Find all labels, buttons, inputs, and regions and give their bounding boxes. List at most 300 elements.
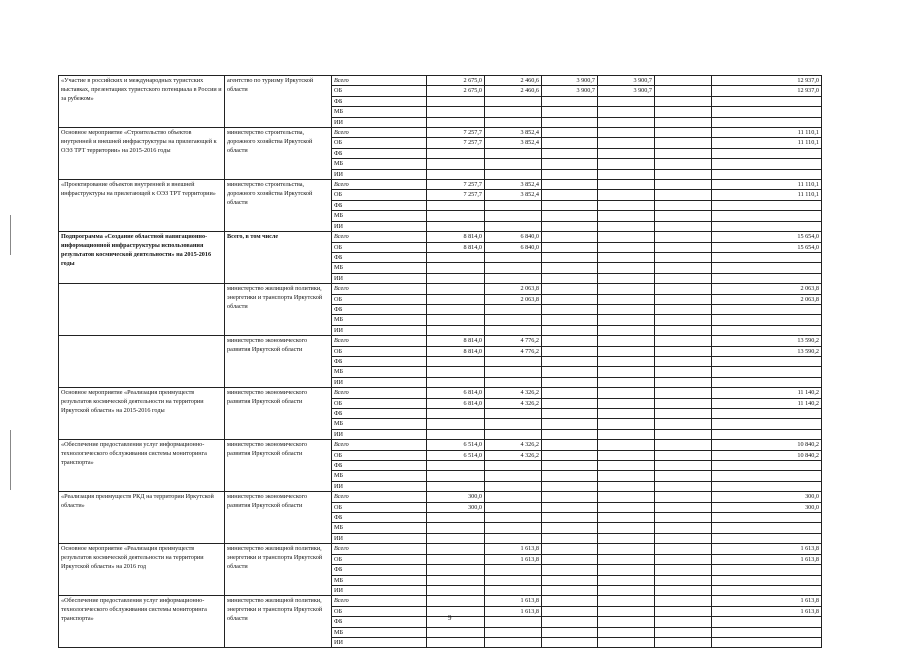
- year-value-cell: [598, 138, 655, 148]
- year-value-cell: [427, 377, 485, 387]
- activity-name-cell: [59, 284, 225, 336]
- year-value-cell: [655, 419, 712, 429]
- total-value-cell: 300,0: [712, 492, 822, 502]
- total-value-cell: 12 937,0: [712, 76, 822, 86]
- year-value-cell: [485, 221, 542, 231]
- year-value-cell: [598, 346, 655, 356]
- year-value-cell: [655, 200, 712, 210]
- year-value-cell: [655, 76, 712, 86]
- year-value-cell: [485, 315, 542, 325]
- year-value-cell: [485, 107, 542, 117]
- year-value-cell: [542, 461, 598, 471]
- executor-cell: министерство экономического развития Иркутской области: [225, 336, 332, 388]
- year-value-cell: [655, 86, 712, 96]
- funding-source-cell: ФБ: [332, 252, 427, 262]
- funding-source-cell: ИИ: [332, 637, 427, 647]
- funding-source-cell: МБ: [332, 575, 427, 585]
- year-value-cell: [598, 96, 655, 106]
- year-value-cell: 2 675,0: [427, 76, 485, 86]
- year-value-cell: [427, 429, 485, 439]
- year-value-cell: [485, 637, 542, 647]
- funding-source-cell: ОБ: [332, 450, 427, 460]
- year-value-cell: [598, 585, 655, 595]
- year-value-cell: [598, 513, 655, 523]
- year-value-cell: [598, 284, 655, 294]
- total-value-cell: [712, 159, 822, 169]
- year-value-cell: [598, 429, 655, 439]
- year-value-cell: [485, 169, 542, 179]
- year-value-cell: [655, 315, 712, 325]
- year-value-cell: [655, 367, 712, 377]
- year-value-cell: [598, 461, 655, 471]
- year-value-cell: [655, 388, 712, 398]
- year-value-cell: [598, 169, 655, 179]
- year-value-cell: [655, 263, 712, 273]
- year-value-cell: [655, 523, 712, 533]
- activity-name-cell: Основное мероприятие «Строительство объектов внутренней и внешней инфраструктуры на прилегающей к ОЭЗ ТРТ территории» на 2015-2016 годы: [59, 128, 225, 180]
- year-value-cell: [427, 596, 485, 606]
- year-value-cell: [427, 294, 485, 304]
- year-value-cell: 4 776,2: [485, 336, 542, 346]
- funding-source-cell: ФБ: [332, 356, 427, 366]
- year-value-cell: [542, 356, 598, 366]
- year-value-cell: [598, 565, 655, 575]
- year-value-cell: [655, 336, 712, 346]
- year-value-cell: [542, 533, 598, 543]
- year-value-cell: 1 613,8: [485, 596, 542, 606]
- year-value-cell: [485, 575, 542, 585]
- year-value-cell: [655, 96, 712, 106]
- year-value-cell: [598, 128, 655, 138]
- year-value-cell: [427, 606, 485, 616]
- year-value-cell: [598, 180, 655, 190]
- year-value-cell: [598, 502, 655, 512]
- total-value-cell: 2 063,8: [712, 294, 822, 304]
- funding-source-cell: ИИ: [332, 325, 427, 335]
- activity-name-cell: «Обеспечение предоставления услуг информационно-технологического обслуживания системы мониторинга транспорта»: [59, 440, 225, 492]
- year-value-cell: [542, 148, 598, 158]
- executor-cell: министерство жилищной политики, энергетики и транспорта Иркутской области: [225, 544, 332, 596]
- year-value-cell: [542, 617, 598, 627]
- year-value-cell: [485, 461, 542, 471]
- year-value-cell: [485, 159, 542, 169]
- year-value-cell: [598, 398, 655, 408]
- year-value-cell: 7 257,7: [427, 190, 485, 200]
- year-value-cell: [427, 544, 485, 554]
- year-value-cell: 1 613,8: [485, 544, 542, 554]
- total-value-cell: [712, 211, 822, 221]
- total-value-cell: [712, 565, 822, 575]
- executor-cell: министерство экономического развития Иркутской области: [225, 440, 332, 492]
- year-value-cell: [427, 263, 485, 273]
- funding-source-cell: Всего: [332, 128, 427, 138]
- table-row: [59, 284, 822, 294]
- funding-source-cell: Всего: [332, 180, 427, 190]
- year-value-cell: [485, 565, 542, 575]
- year-value-cell: [542, 502, 598, 512]
- funding-source-cell: ИИ: [332, 481, 427, 491]
- year-value-cell: 6 840,0: [485, 232, 542, 242]
- year-value-cell: [542, 325, 598, 335]
- year-value-cell: 2 460,6: [485, 76, 542, 86]
- year-value-cell: [598, 107, 655, 117]
- year-value-cell: [655, 554, 712, 564]
- year-value-cell: [542, 523, 598, 533]
- funding-source-cell: Всего: [332, 232, 427, 242]
- funding-source-cell: МБ: [332, 263, 427, 273]
- total-value-cell: 1 613,8: [712, 596, 822, 606]
- year-value-cell: [542, 637, 598, 647]
- year-value-cell: [542, 409, 598, 419]
- year-value-cell: 4 776,2: [485, 346, 542, 356]
- total-value-cell: [712, 471, 822, 481]
- year-value-cell: [427, 273, 485, 283]
- year-value-cell: [485, 429, 542, 439]
- funding-source-cell: ОБ: [332, 86, 427, 96]
- total-value-cell: [712, 117, 822, 127]
- funding-source-cell: ОБ: [332, 606, 427, 616]
- executor-cell: министерство жилищной политики, энергетики и транспорта Иркутской области: [225, 284, 332, 336]
- year-value-cell: [427, 211, 485, 221]
- budget-table: [58, 75, 822, 648]
- year-value-cell: [427, 356, 485, 366]
- year-value-cell: [427, 315, 485, 325]
- funding-source-cell: ИИ: [332, 221, 427, 231]
- year-value-cell: [427, 471, 485, 481]
- year-value-cell: [598, 242, 655, 252]
- year-value-cell: [427, 637, 485, 647]
- year-value-cell: [542, 138, 598, 148]
- year-value-cell: 3 852,4: [485, 190, 542, 200]
- year-value-cell: [542, 107, 598, 117]
- total-value-cell: 10 840,2: [712, 450, 822, 460]
- funding-source-cell: ОБ: [332, 346, 427, 356]
- total-value-cell: [712, 617, 822, 627]
- year-value-cell: [542, 242, 598, 252]
- year-value-cell: [485, 200, 542, 210]
- funding-source-cell: ОБ: [332, 554, 427, 564]
- year-value-cell: [655, 273, 712, 283]
- year-value-cell: [485, 471, 542, 481]
- total-value-cell: 11 110,1: [712, 190, 822, 200]
- executor-cell: Всего, в том числе: [225, 232, 332, 284]
- year-value-cell: [598, 117, 655, 127]
- funding-source-cell: ФБ: [332, 148, 427, 158]
- year-value-cell: [655, 606, 712, 616]
- year-value-cell: [427, 617, 485, 627]
- year-value-cell: [598, 523, 655, 533]
- year-value-cell: 4 326,2: [485, 440, 542, 450]
- year-value-cell: [427, 304, 485, 314]
- total-value-cell: 1 613,8: [712, 554, 822, 564]
- year-value-cell: [485, 513, 542, 523]
- year-value-cell: [598, 336, 655, 346]
- year-value-cell: [427, 107, 485, 117]
- activity-name-cell: «Обеспечение предоставления услуг информационно-технологического обслуживания системы мониторинга транспорта»: [59, 596, 225, 648]
- year-value-cell: [655, 596, 712, 606]
- year-value-cell: [542, 232, 598, 242]
- year-value-cell: [542, 263, 598, 273]
- total-value-cell: [712, 429, 822, 439]
- total-value-cell: [712, 148, 822, 158]
- year-value-cell: [542, 304, 598, 314]
- binding-mark-bottom: [10, 430, 11, 490]
- year-value-cell: [485, 419, 542, 429]
- year-value-cell: [598, 148, 655, 158]
- total-value-cell: [712, 409, 822, 419]
- funding-source-cell: ОБ: [332, 190, 427, 200]
- year-value-cell: [427, 565, 485, 575]
- year-value-cell: [485, 533, 542, 543]
- year-value-cell: [542, 398, 598, 408]
- year-value-cell: 300,0: [427, 492, 485, 502]
- total-value-cell: [712, 461, 822, 471]
- year-value-cell: [542, 211, 598, 221]
- table-row: [59, 492, 822, 502]
- total-value-cell: [712, 637, 822, 647]
- activity-name-cell: «Проектирование объектов внутренней и внешней инфраструктуры на прилегающей к ОЭЗ ТРТ территории»: [59, 180, 225, 232]
- year-value-cell: 2 063,8: [485, 284, 542, 294]
- year-value-cell: 2 460,6: [485, 86, 542, 96]
- year-value-cell: [485, 325, 542, 335]
- year-value-cell: [655, 252, 712, 262]
- year-value-cell: [655, 377, 712, 387]
- year-value-cell: [427, 96, 485, 106]
- year-value-cell: [427, 575, 485, 585]
- year-value-cell: [485, 377, 542, 387]
- funding-source-cell: ФБ: [332, 96, 427, 106]
- year-value-cell: [542, 128, 598, 138]
- year-value-cell: 8 814,0: [427, 242, 485, 252]
- total-value-cell: 10 840,2: [712, 440, 822, 450]
- year-value-cell: [598, 492, 655, 502]
- year-value-cell: [598, 315, 655, 325]
- year-value-cell: [427, 169, 485, 179]
- year-value-cell: [655, 585, 712, 595]
- total-value-cell: 12 937,0: [712, 86, 822, 96]
- year-value-cell: [655, 461, 712, 471]
- year-value-cell: [542, 388, 598, 398]
- funding-source-cell: ИИ: [332, 429, 427, 439]
- year-value-cell: [598, 450, 655, 460]
- activity-name-cell: «Участие в российских и международных туристских выставках, презентациях туристского потенциала в России и за рубежом»: [59, 76, 225, 128]
- year-value-cell: [542, 367, 598, 377]
- year-value-cell: [598, 533, 655, 543]
- year-value-cell: [542, 585, 598, 595]
- year-value-cell: [542, 513, 598, 523]
- year-value-cell: [427, 419, 485, 429]
- year-value-cell: 3 900,7: [598, 76, 655, 86]
- activity-name-cell: «Реализация преимуществ РКД на территории Иркутской области»: [59, 492, 225, 544]
- table-row: [59, 232, 822, 242]
- year-value-cell: [598, 409, 655, 419]
- total-value-cell: [712, 96, 822, 106]
- year-value-cell: 7 257,7: [427, 128, 485, 138]
- year-value-cell: [427, 461, 485, 471]
- total-value-cell: 15 654,0: [712, 242, 822, 252]
- year-value-cell: [655, 138, 712, 148]
- funding-source-cell: МБ: [332, 419, 427, 429]
- year-value-cell: [542, 159, 598, 169]
- funding-source-cell: ФБ: [332, 200, 427, 210]
- year-value-cell: [598, 367, 655, 377]
- year-value-cell: [542, 96, 598, 106]
- year-value-cell: 300,0: [427, 502, 485, 512]
- funding-source-cell: ОБ: [332, 398, 427, 408]
- executor-cell: министерство экономического развития Иркутской области: [225, 388, 332, 440]
- year-value-cell: [427, 148, 485, 158]
- table-row: [59, 388, 822, 398]
- year-value-cell: [542, 544, 598, 554]
- funding-source-cell: МБ: [332, 367, 427, 377]
- year-value-cell: [598, 190, 655, 200]
- year-value-cell: [598, 252, 655, 262]
- table-row: [59, 76, 822, 86]
- year-value-cell: [598, 232, 655, 242]
- executor-cell: министерство строительства, дорожного хозяйства Иркутской области: [225, 128, 332, 180]
- funding-source-cell: ФБ: [332, 461, 427, 471]
- year-value-cell: [485, 263, 542, 273]
- year-value-cell: [655, 492, 712, 502]
- year-value-cell: [427, 367, 485, 377]
- year-value-cell: [598, 325, 655, 335]
- total-value-cell: [712, 169, 822, 179]
- total-value-cell: [712, 252, 822, 262]
- year-value-cell: [542, 315, 598, 325]
- year-value-cell: [598, 637, 655, 647]
- year-value-cell: [542, 627, 598, 637]
- year-value-cell: [542, 471, 598, 481]
- year-value-cell: [598, 471, 655, 481]
- year-value-cell: [598, 440, 655, 450]
- year-value-cell: 6 814,0: [427, 388, 485, 398]
- year-value-cell: [542, 169, 598, 179]
- table-row: [59, 596, 822, 606]
- year-value-cell: [542, 117, 598, 127]
- year-value-cell: [542, 481, 598, 491]
- year-value-cell: [655, 284, 712, 294]
- total-value-cell: [712, 481, 822, 491]
- activity-name-cell: [59, 336, 225, 388]
- year-value-cell: 6 514,0: [427, 440, 485, 450]
- year-value-cell: 2 675,0: [427, 86, 485, 96]
- year-value-cell: [542, 200, 598, 210]
- table-row: [59, 128, 822, 138]
- funding-source-cell: ФБ: [332, 513, 427, 523]
- year-value-cell: [598, 200, 655, 210]
- total-value-cell: 11 110,1: [712, 128, 822, 138]
- year-value-cell: [598, 481, 655, 491]
- table-row: [59, 336, 822, 346]
- year-value-cell: [598, 356, 655, 366]
- year-value-cell: [598, 606, 655, 616]
- year-value-cell: 4 326,2: [485, 450, 542, 460]
- funding-source-cell: МБ: [332, 523, 427, 533]
- year-value-cell: [542, 575, 598, 585]
- year-value-cell: [598, 294, 655, 304]
- total-value-cell: 11 140,2: [712, 388, 822, 398]
- total-value-cell: 11 110,1: [712, 138, 822, 148]
- year-value-cell: [655, 440, 712, 450]
- total-value-cell: 11 140,2: [712, 398, 822, 408]
- year-value-cell: [427, 481, 485, 491]
- funding-source-cell: ОБ: [332, 138, 427, 148]
- year-value-cell: 3 852,4: [485, 138, 542, 148]
- year-value-cell: 3 852,4: [485, 180, 542, 190]
- funding-source-cell: Всего: [332, 336, 427, 346]
- funding-source-cell: Всего: [332, 76, 427, 86]
- total-value-cell: [712, 315, 822, 325]
- total-value-cell: 11 110,1: [712, 180, 822, 190]
- binding-mark-top: [10, 215, 11, 255]
- year-value-cell: [655, 148, 712, 158]
- year-value-cell: 3 900,7: [598, 86, 655, 96]
- funding-source-cell: Всего: [332, 492, 427, 502]
- year-value-cell: 8 814,0: [427, 336, 485, 346]
- funding-source-cell: ИИ: [332, 533, 427, 543]
- table-row: [59, 440, 822, 450]
- year-value-cell: [542, 284, 598, 294]
- year-value-cell: [542, 429, 598, 439]
- year-value-cell: [598, 263, 655, 273]
- year-value-cell: [655, 429, 712, 439]
- total-value-cell: [712, 221, 822, 231]
- year-value-cell: [542, 440, 598, 450]
- year-value-cell: [542, 273, 598, 283]
- year-value-cell: [542, 252, 598, 262]
- year-value-cell: [655, 232, 712, 242]
- year-value-cell: [542, 565, 598, 575]
- year-value-cell: [655, 481, 712, 491]
- page-number: 9: [448, 614, 452, 622]
- year-value-cell: [427, 284, 485, 294]
- year-value-cell: [427, 117, 485, 127]
- year-value-cell: [542, 606, 598, 616]
- total-value-cell: [712, 575, 822, 585]
- table-body: [59, 76, 822, 648]
- total-value-cell: [712, 107, 822, 117]
- total-value-cell: [712, 356, 822, 366]
- year-value-cell: [655, 471, 712, 481]
- executor-cell: агентство по туризму Иркутской области: [225, 76, 332, 128]
- year-value-cell: [655, 117, 712, 127]
- year-value-cell: [427, 513, 485, 523]
- year-value-cell: [485, 148, 542, 158]
- year-value-cell: [427, 252, 485, 262]
- year-value-cell: [655, 159, 712, 169]
- total-value-cell: [712, 263, 822, 273]
- year-value-cell: [598, 388, 655, 398]
- year-value-cell: [542, 554, 598, 564]
- year-value-cell: [655, 190, 712, 200]
- total-value-cell: [712, 273, 822, 283]
- funding-source-cell: ОБ: [332, 242, 427, 252]
- year-value-cell: [598, 627, 655, 637]
- year-value-cell: 7 257,7: [427, 138, 485, 148]
- total-value-cell: [712, 419, 822, 429]
- year-value-cell: [598, 377, 655, 387]
- year-value-cell: [655, 107, 712, 117]
- year-value-cell: [655, 221, 712, 231]
- year-value-cell: [655, 211, 712, 221]
- year-value-cell: [485, 585, 542, 595]
- total-value-cell: 13 590,2: [712, 346, 822, 356]
- funding-source-cell: ИИ: [332, 585, 427, 595]
- year-value-cell: [542, 336, 598, 346]
- year-value-cell: [655, 565, 712, 575]
- year-value-cell: [485, 617, 542, 627]
- year-value-cell: [485, 367, 542, 377]
